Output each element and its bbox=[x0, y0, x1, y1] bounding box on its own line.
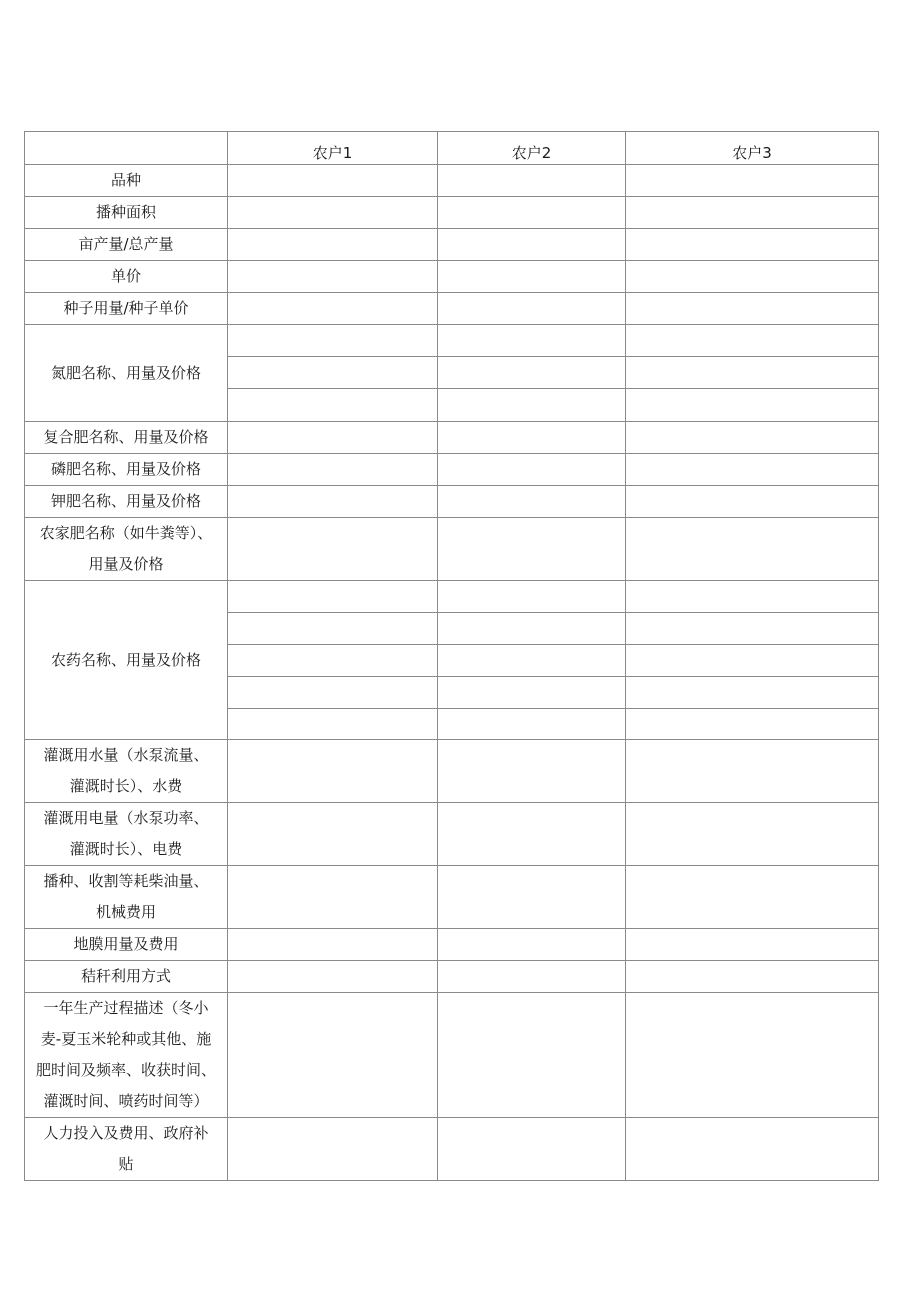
input-cell[interactable] bbox=[438, 677, 626, 709]
input-cell[interactable] bbox=[228, 325, 438, 357]
row-label-irrigation-power bbox=[25, 803, 228, 866]
input-cell[interactable] bbox=[228, 803, 438, 866]
input-cell[interactable] bbox=[626, 325, 879, 357]
input-cell[interactable] bbox=[438, 993, 626, 1118]
input-cell[interactable] bbox=[438, 866, 626, 929]
table-row bbox=[25, 454, 879, 486]
survey-table bbox=[24, 131, 879, 1181]
table-row bbox=[25, 803, 879, 866]
input-cell[interactable] bbox=[228, 293, 438, 325]
input-cell[interactable] bbox=[438, 645, 626, 677]
row-label-line: 麦-夏玉米轮种或其他、施 bbox=[40, 1030, 212, 1048]
input-cell[interactable] bbox=[228, 581, 438, 613]
row-label-line: 农家肥名称（如牛粪等）、 bbox=[39, 524, 213, 542]
input-cell[interactable] bbox=[438, 803, 626, 866]
input-cell[interactable] bbox=[626, 454, 879, 486]
input-cell[interactable] bbox=[228, 1118, 438, 1181]
input-cell[interactable] bbox=[228, 486, 438, 518]
input-cell[interactable] bbox=[626, 709, 879, 740]
input-cell[interactable] bbox=[626, 929, 879, 961]
input-cell[interactable] bbox=[228, 229, 438, 261]
row-label-line: 播种、收割等耗柴油量、 bbox=[43, 872, 209, 890]
row-label-variety: 品种 bbox=[25, 165, 228, 197]
table-row bbox=[25, 486, 879, 518]
input-cell[interactable] bbox=[228, 929, 438, 961]
input-cell[interactable] bbox=[626, 357, 879, 389]
input-cell[interactable] bbox=[438, 486, 626, 518]
input-cell[interactable] bbox=[438, 197, 626, 229]
input-cell[interactable] bbox=[438, 165, 626, 197]
input-cell[interactable] bbox=[438, 357, 626, 389]
row-label-line: 灌溉用电量（水泵功率、 bbox=[43, 809, 209, 827]
input-cell[interactable] bbox=[626, 229, 879, 261]
header-farmer-1: 农户1 bbox=[228, 132, 438, 165]
row-label-process bbox=[25, 993, 228, 1118]
table-row bbox=[25, 165, 879, 197]
input-cell[interactable] bbox=[438, 261, 626, 293]
input-cell[interactable] bbox=[438, 229, 626, 261]
table-row bbox=[25, 929, 879, 961]
input-cell[interactable] bbox=[438, 581, 626, 613]
input-cell[interactable] bbox=[626, 581, 879, 613]
input-cell[interactable] bbox=[228, 197, 438, 229]
input-cell[interactable] bbox=[626, 422, 879, 454]
input-cell[interactable] bbox=[228, 165, 438, 197]
row-label-unit-price: 单价 bbox=[25, 261, 228, 293]
row-label-sowing-area: 播种面积 bbox=[25, 197, 228, 229]
input-cell[interactable] bbox=[438, 740, 626, 803]
header-farmer-2: 农户2 bbox=[438, 132, 626, 165]
input-cell[interactable] bbox=[438, 293, 626, 325]
input-cell[interactable] bbox=[228, 740, 438, 803]
row-label-line: 肥时间及频率、收获时间、 bbox=[35, 1061, 216, 1079]
table-row bbox=[25, 1118, 879, 1181]
table-row bbox=[25, 993, 879, 1118]
row-label-straw: 秸秆利用方式 bbox=[25, 961, 228, 993]
input-cell[interactable] bbox=[626, 993, 879, 1118]
input-cell[interactable] bbox=[626, 961, 879, 993]
table-row bbox=[25, 961, 879, 993]
table-row bbox=[25, 422, 879, 454]
row-label-line: 人力投入及费用、政府补 bbox=[43, 1124, 209, 1142]
input-cell[interactable] bbox=[626, 261, 879, 293]
input-cell[interactable] bbox=[438, 518, 626, 581]
input-cell[interactable] bbox=[626, 293, 879, 325]
row-label-potash: 钾肥名称、用量及价格 bbox=[25, 486, 228, 518]
input-cell[interactable] bbox=[228, 709, 438, 740]
row-label-line: 灌溉时长）、电费 bbox=[69, 840, 183, 858]
row-label-diesel bbox=[25, 866, 228, 929]
row-label-manure bbox=[25, 518, 228, 581]
input-cell[interactable] bbox=[438, 961, 626, 993]
input-cell[interactable] bbox=[626, 866, 879, 929]
table-row bbox=[25, 293, 879, 325]
input-cell[interactable] bbox=[228, 645, 438, 677]
input-cell[interactable] bbox=[228, 389, 438, 422]
input-cell[interactable] bbox=[626, 165, 879, 197]
row-label-nitrogen: 氮肥名称、用量及价格 bbox=[25, 325, 228, 422]
table-row bbox=[25, 518, 879, 581]
input-cell[interactable] bbox=[228, 261, 438, 293]
input-cell[interactable] bbox=[626, 1118, 879, 1181]
row-label-line: 灌溉时间、喷药时间等） bbox=[43, 1092, 209, 1110]
input-cell[interactable] bbox=[228, 613, 438, 645]
input-cell[interactable] bbox=[438, 389, 626, 422]
table-row bbox=[25, 261, 879, 293]
row-label-compound: 复合肥名称、用量及价格 bbox=[25, 422, 228, 454]
row-label-line: 一年生产过程描述（冬小 bbox=[43, 999, 209, 1017]
input-cell[interactable] bbox=[438, 709, 626, 740]
corner-cell bbox=[25, 132, 228, 165]
row-label-phosphate: 磷肥名称、用量及价格 bbox=[25, 454, 228, 486]
table-row bbox=[25, 325, 879, 357]
input-cell[interactable] bbox=[438, 454, 626, 486]
input-cell[interactable] bbox=[626, 740, 879, 803]
input-cell[interactable] bbox=[438, 1118, 626, 1181]
row-label-line: 贴 bbox=[118, 1155, 134, 1173]
input-cell[interactable] bbox=[228, 993, 438, 1118]
input-cell[interactable] bbox=[228, 454, 438, 486]
input-cell[interactable] bbox=[228, 866, 438, 929]
input-cell[interactable] bbox=[438, 422, 626, 454]
row-label-mulch: 地膜用量及费用 bbox=[25, 929, 228, 961]
row-label-irrigation-water bbox=[25, 740, 228, 803]
input-cell[interactable] bbox=[438, 325, 626, 357]
row-label-line: 灌溉用水量（水泵流量、 bbox=[43, 746, 209, 764]
header-row bbox=[25, 132, 879, 165]
row-label-line: 机械费用 bbox=[95, 903, 156, 921]
row-label-seed: 种子用量/种子单价 bbox=[25, 293, 228, 325]
table-row bbox=[25, 740, 879, 803]
input-cell[interactable] bbox=[228, 961, 438, 993]
input-cell[interactable] bbox=[438, 613, 626, 645]
table-row bbox=[25, 197, 879, 229]
input-cell[interactable] bbox=[626, 486, 879, 518]
row-label-line: 灌溉时长）、水费 bbox=[69, 777, 183, 795]
input-cell[interactable] bbox=[228, 422, 438, 454]
input-cell[interactable] bbox=[626, 803, 879, 866]
input-cell[interactable] bbox=[626, 389, 879, 422]
input-cell[interactable] bbox=[626, 613, 879, 645]
input-cell[interactable] bbox=[438, 929, 626, 961]
input-cell[interactable] bbox=[228, 518, 438, 581]
input-cell[interactable] bbox=[626, 197, 879, 229]
header-farmer-3: 农户3 bbox=[626, 132, 879, 165]
table-row bbox=[25, 866, 879, 929]
table-row bbox=[25, 581, 879, 613]
input-cell[interactable] bbox=[626, 518, 879, 581]
table-row bbox=[25, 229, 879, 261]
input-cell[interactable] bbox=[626, 677, 879, 709]
row-label-labor bbox=[25, 1118, 228, 1181]
row-label-yield: 亩产量/总产量 bbox=[25, 229, 228, 261]
input-cell[interactable] bbox=[626, 645, 879, 677]
row-label-pesticide: 农药名称、用量及价格 bbox=[25, 581, 228, 740]
row-label-line: 用量及价格 bbox=[88, 555, 164, 573]
input-cell[interactable] bbox=[228, 677, 438, 709]
input-cell[interactable] bbox=[228, 357, 438, 389]
